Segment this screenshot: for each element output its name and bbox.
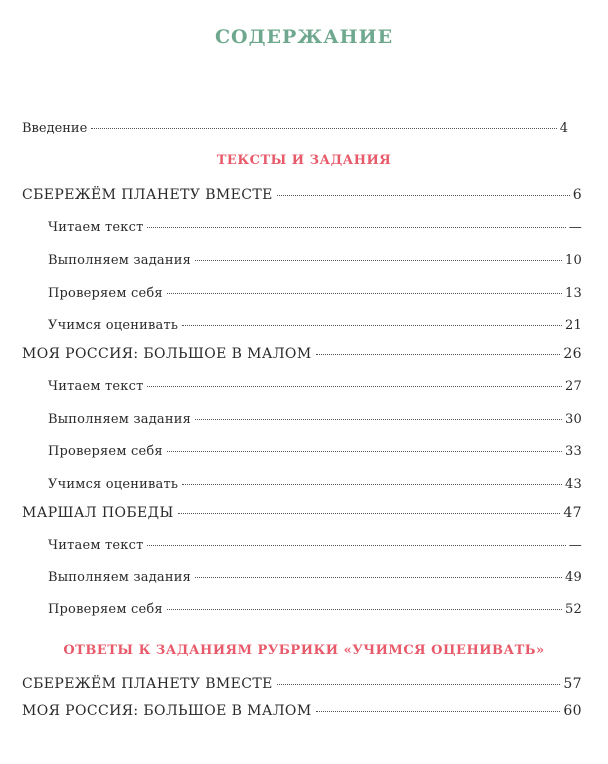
toc-item-label: Учимся оценивать	[48, 318, 179, 333]
toc-chapter-page: 6	[572, 187, 582, 203]
dot-leader	[316, 711, 561, 712]
toc-chapter-row[interactable]	[22, 505, 582, 521]
toc-item-page: —	[568, 220, 582, 235]
toc-item-row[interactable]	[48, 444, 582, 459]
section-heading-texts: ТЕКСТЫ И ЗАДАНИЯ	[216, 153, 392, 168]
toc-chapter-title: МОЯ РОССИЯ: БОЛЬШОЕ В МАЛОМ	[22, 346, 312, 362]
dot-leader	[195, 419, 562, 420]
dot-leader	[147, 227, 565, 228]
toc-chapter-page: 57	[563, 676, 582, 692]
dot-leader	[147, 545, 565, 546]
dot-leader	[277, 684, 561, 685]
toc-chapter-row[interactable]	[22, 676, 582, 692]
toc-chapter-row[interactable]	[22, 703, 582, 719]
toc-intro-row[interactable]	[22, 121, 568, 136]
toc-item-page: 21	[565, 318, 582, 333]
section-heading-answers: ОТВЕТЫ К ЗАДАНИЯМ РУБРИКИ «УЧИМСЯ ОЦЕНИВАТЬ»	[63, 643, 545, 658]
dot-leader	[182, 325, 562, 326]
toc-item-row[interactable]	[48, 602, 582, 617]
toc-chapter-row[interactable]	[22, 187, 582, 203]
toc-chapter-page: 26	[563, 346, 582, 362]
toc-item-row[interactable]	[48, 477, 582, 492]
toc-item-row[interactable]	[48, 253, 582, 268]
toc-intro-page: 4	[559, 121, 568, 136]
toc-item-label: Проверяем себя	[48, 602, 163, 617]
toc-item-label: Выполняем задания	[48, 253, 191, 268]
dot-leader	[316, 354, 561, 355]
toc-item-page: —	[568, 538, 582, 553]
toc-item-row[interactable]	[48, 379, 582, 394]
toc-item-label: Проверяем себя	[48, 444, 163, 459]
toc-item-page: 52	[565, 602, 582, 617]
toc-intro-label: Введение	[22, 121, 88, 136]
dot-leader	[167, 451, 562, 452]
dot-leader	[195, 577, 562, 578]
dot-leader	[195, 260, 562, 261]
toc-item-row[interactable]	[48, 538, 582, 553]
dot-leader	[167, 609, 562, 610]
toc-item-label: Читаем текст	[48, 379, 144, 394]
toc-item-row[interactable]	[48, 412, 582, 427]
toc-item-page: 13	[565, 286, 582, 301]
toc-chapter-page: 47	[563, 505, 582, 521]
toc-chapter-title: МОЯ РОССИЯ: БОЛЬШОЕ В МАЛОМ	[22, 703, 312, 719]
toc-item-page: 33	[565, 444, 582, 459]
toc-chapter-page: 60	[563, 703, 582, 719]
toc-item-label: Учимся оценивать	[48, 477, 179, 492]
toc-item-row[interactable]	[48, 286, 582, 301]
toc-item-label: Читаем текст	[48, 538, 144, 553]
toc-chapter-title: СБЕРЕЖЁМ ПЛАНЕТУ ВМЕСТЕ	[22, 187, 273, 203]
toc-item-label: Читаем текст	[48, 220, 144, 235]
dot-leader	[277, 195, 570, 196]
dot-leader	[91, 128, 556, 129]
toc-item-label: Проверяем себя	[48, 286, 163, 301]
toc-chapter-title: СБЕРЕЖЁМ ПЛАНЕТУ ВМЕСТЕ	[22, 676, 273, 692]
toc-item-label: Выполняем задания	[48, 570, 191, 585]
toc-chapter-title: МАРШАЛ ПОБЕДЫ	[22, 505, 174, 521]
dot-leader	[182, 484, 562, 485]
dot-leader	[147, 386, 562, 387]
toc-item-page: 30	[565, 412, 582, 427]
toc-item-page: 43	[565, 477, 582, 492]
toc-item-page: 49	[565, 570, 582, 585]
toc-item-label: Выполняем задания	[48, 412, 191, 427]
toc-item-row[interactable]	[48, 570, 582, 585]
dot-leader	[178, 513, 561, 514]
toc-chapter-row[interactable]	[22, 346, 582, 362]
toc-item-page: 10	[565, 253, 582, 268]
toc-item-page: 27	[565, 379, 582, 394]
page-title: СОДЕРЖАНИЕ	[214, 26, 394, 48]
dot-leader	[167, 293, 562, 294]
toc-item-row[interactable]	[48, 318, 582, 333]
toc-item-row[interactable]	[48, 220, 582, 235]
